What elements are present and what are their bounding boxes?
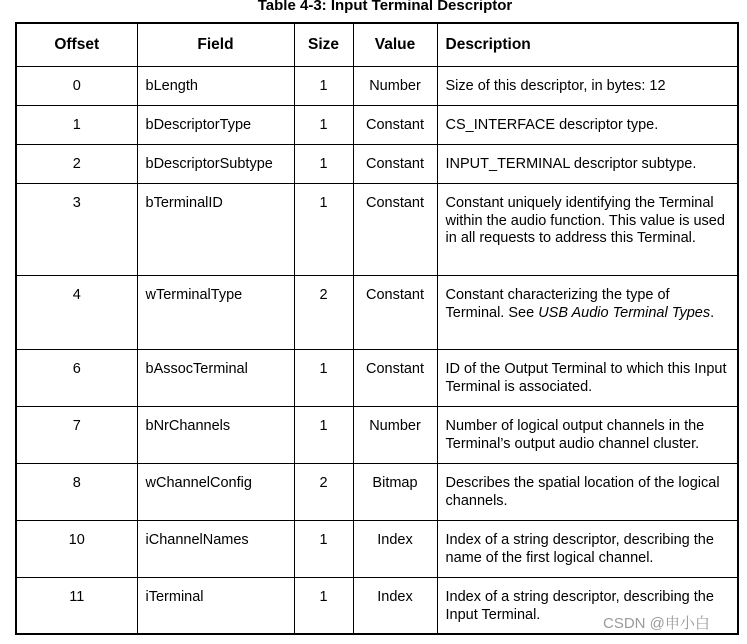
size-cell: 2	[294, 464, 353, 521]
offset-cell: 0	[16, 67, 137, 106]
value-cell: Number	[353, 407, 437, 464]
value-cell: Number	[353, 67, 437, 106]
table-row	[16, 106, 738, 145]
offset-cell: 10	[16, 521, 137, 578]
table-row	[16, 464, 738, 521]
offset-cell: 8	[16, 464, 137, 521]
description-cell: Constant uniquely identifying the Terminal within the audio function. This value is used in all requests to address this Terminal.	[437, 184, 738, 276]
field-cell: bAssocTerminal	[137, 350, 294, 407]
field-cell: bTerminalID	[137, 184, 294, 276]
table-row	[16, 407, 738, 464]
table-row	[16, 276, 738, 350]
value-cell: Bitmap	[353, 464, 437, 521]
field-cell: bDescriptorType	[137, 106, 294, 145]
offset-cell: 11	[16, 578, 137, 634]
offset-cell: 3	[16, 184, 137, 276]
table-caption: Table 4-3: Input Terminal Descriptor	[257, 0, 513, 14]
size-cell: 1	[294, 106, 353, 145]
description-end: .	[710, 304, 715, 321]
header-description: Description	[437, 23, 738, 67]
table-row	[16, 145, 738, 184]
table-row	[16, 521, 738, 578]
header-offset: Offset	[16, 23, 137, 67]
offset-cell: 4	[16, 276, 137, 350]
description-cell: Size of this descriptor, in bytes: 12	[437, 67, 738, 106]
value-cell: Index	[353, 521, 437, 578]
size-cell: 1	[294, 184, 353, 276]
description-text: Constant characterizing the type of Terminal. See	[445, 287, 670, 321]
table-row	[16, 184, 738, 276]
input-terminal-descriptor-table	[15, 22, 739, 635]
offset-cell: 7	[16, 407, 137, 464]
size-cell: 1	[294, 145, 353, 184]
field-cell: wTerminalType	[137, 276, 294, 350]
header-row	[16, 23, 738, 67]
field-cell: iTerminal	[137, 578, 294, 634]
size-cell: 2	[294, 276, 353, 350]
description-cell: Number of logical output channels in the Terminal’s output audio channel cluster.	[437, 407, 738, 464]
description-cell: ID of the Output Terminal to which this Input Terminal is associated.	[437, 350, 738, 407]
csdn-watermark: CSDN @申小白	[603, 615, 710, 632]
size-cell: 1	[294, 578, 353, 634]
header-size: Size	[294, 23, 353, 67]
value-cell: Constant	[353, 145, 437, 184]
table-row	[16, 350, 738, 407]
offset-cell: 2	[16, 145, 137, 184]
description-cell: Index of a string descriptor, describing the Input Terminal.	[437, 578, 738, 634]
value-cell: Constant	[353, 106, 437, 145]
field-cell: bDescriptorSubtype	[137, 145, 294, 184]
description-cell: INPUT_TERMINAL descriptor subtype.	[437, 145, 738, 184]
value-cell: Constant	[353, 276, 437, 350]
field-cell: iChannelNames	[137, 521, 294, 578]
table-row	[16, 67, 738, 106]
size-cell: 1	[294, 350, 353, 407]
description-cell: Describes the spatial location of the logical channels.	[437, 464, 738, 521]
field-cell: bLength	[137, 67, 294, 106]
offset-cell: 1	[16, 106, 137, 145]
description-cell: Index of a string descriptor, describing the name of the first logical channel.	[437, 521, 738, 578]
value-cell: Constant	[353, 350, 437, 407]
field-cell: wChannelConfig	[137, 464, 294, 521]
description-cell: CS_INTERFACE descriptor type.	[437, 106, 738, 145]
size-cell: 1	[294, 67, 353, 106]
size-cell: 1	[294, 521, 353, 578]
value-cell: Index	[353, 578, 437, 634]
field-cell: bNrChannels	[137, 407, 294, 464]
offset-cell: 6	[16, 350, 137, 407]
terminal-types-reference: USB Audio Terminal Types	[538, 304, 711, 321]
header-value: Value	[353, 23, 437, 67]
size-cell: 1	[294, 407, 353, 464]
description-cell	[437, 276, 738, 350]
value-cell: Constant	[353, 184, 437, 276]
header-field: Field	[137, 23, 294, 67]
